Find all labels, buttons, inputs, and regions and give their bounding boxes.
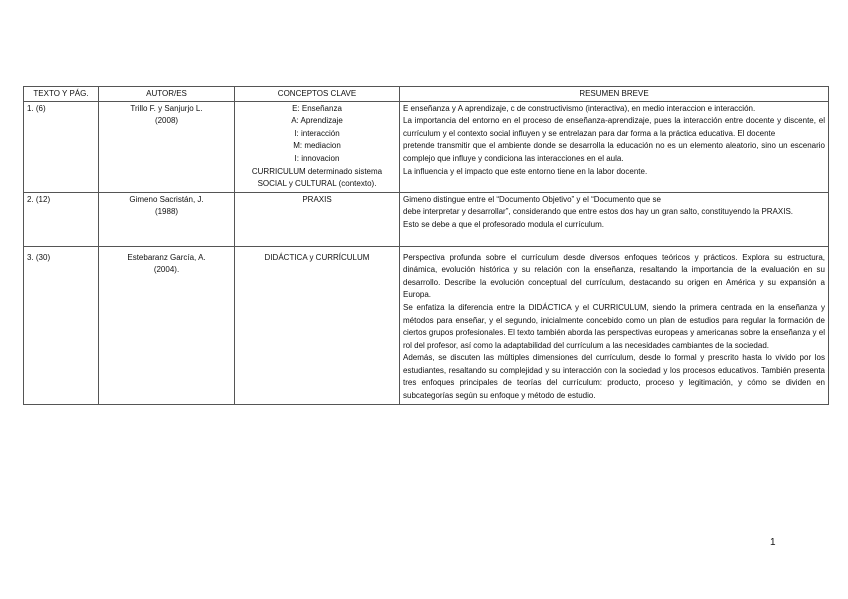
summary-paragraph: Se enfatiza la diferencia entre la DIDÁCTICA y el CURRICULUM, siendo la primera centrada en la enseñanza y métodos para enseñar, y el segundo, inicialmente concebido como un plan de estudios para regular la formación de ciertos grupos profesionales. El texto también aborda las perspectivas europeas y americanas sobre la enseñanza y el rol del profesor, así como la adaptabilidad del currículum a las necesidades cambiantes de la sociedad.	[403, 302, 825, 350]
cell-resumen	[400, 192, 829, 246]
author-name: Gimeno Sacristán, J.	[129, 194, 204, 204]
cell-resumen	[400, 246, 829, 404]
header-autor: AUTOR/ES	[99, 87, 235, 102]
concept-item: I: interacción	[294, 128, 340, 138]
summary-paragraph: Gimeno distingue entre el “Documento Objetivo” y el “Documento que se	[403, 194, 661, 204]
table-row	[24, 192, 829, 246]
cell-resumen	[400, 101, 829, 192]
cell-texto: 1. (6)	[24, 101, 99, 192]
summary-paragraph: Además, se discuten las múltiples dimensiones del currículum, desde lo formal y prescrito hasta lo vivido por los estudiantes, resaltando su complejidad y su interacción con la sociedad y los procesos educativos. También presenta tres enfoques principales de teorías del currículum: producto, proceso y legitimación, y cómo se dividen en subcategorías según su enfoque y método de estudio.	[403, 353, 825, 401]
concept-item: PRAXIS	[302, 194, 332, 204]
table-header-row	[24, 87, 829, 102]
author-year: (1988)	[154, 207, 179, 217]
page-number: 1	[770, 537, 776, 548]
author-year: (2004).	[153, 265, 180, 275]
author-year: (2008)	[154, 116, 179, 126]
summary-paragraph: Perspectiva profunda sobre el currículum desde diversos enfoques teóricos y prácticos. Explora su estructura, dinámica, evolución histórica y su relación con la enseñanza, resaltando la importancia de la evaluación en su desarrollo. Describe la evolución conceptual del currículum, destacando su origen en América y su expansión a Europa.	[403, 252, 825, 300]
concept-item: SOCIAL y CULTURAL (contexto).	[257, 179, 377, 189]
header-resumen: RESUMEN BREVE	[400, 87, 829, 102]
cell-autor	[99, 192, 235, 246]
cell-texto: 3. (30)	[24, 246, 99, 404]
concept-item: CURRICULUM determinado sistema	[251, 166, 383, 176]
summary-paragraph: La influencia y el impacto que este entorno tiene en la labor docente.	[403, 166, 648, 176]
summary-paragraph: debe interpretar y desarrollar”, considerando que entre estos dos hay un gran salto, constituyendo la PRAXIS.	[403, 207, 794, 217]
cell-texto: 2. (12)	[24, 192, 99, 246]
concept-item: M: mediacion	[293, 141, 341, 151]
author-name: Estebaranz García, A.	[127, 252, 206, 262]
concept-item: I: innovacion	[294, 153, 340, 163]
summary-paragraph: La importancia del entorno en el proceso de enseñanza-aprendizaje, pues la interacción entre docente y discente, el currículum y el contexto social influyen y se entrelazan para dar forma a la práctica educativa. El docente	[403, 116, 825, 138]
concept-item: DIDÁCTICA y CURRÍCULUM	[264, 252, 370, 262]
author-name: Trillo F. y Sanjurjo L.	[130, 103, 203, 113]
concept-item: A: Aprendizaje	[291, 116, 343, 126]
header-conceptos: CONCEPTOS CLAVE	[235, 87, 400, 102]
cell-autor	[99, 101, 235, 192]
table-row	[24, 246, 829, 404]
cell-conceptos	[235, 192, 400, 246]
summary-table	[23, 86, 829, 405]
header-texto: TEXTO Y PÁG.	[24, 87, 99, 102]
summary-paragraph: Esto se debe a que el profesorado modula el currículum.	[403, 219, 605, 229]
concept-item: E: Enseñanza	[292, 103, 342, 113]
table-row	[24, 101, 829, 192]
cell-autor	[99, 246, 235, 404]
cell-conceptos	[235, 246, 400, 404]
cell-conceptos	[235, 101, 400, 192]
summary-paragraph: pretende transmitir que el ambiente donde se desarrolla la educación no es un elemento aleatorio, sino un escenario complejo que influye y condiciona las interacciones en el aula.	[403, 141, 825, 163]
summary-paragraph: E enseñanza y A aprendizaje, c de constructivismo (interactiva), en medio interaccion e interacción.	[403, 103, 756, 113]
